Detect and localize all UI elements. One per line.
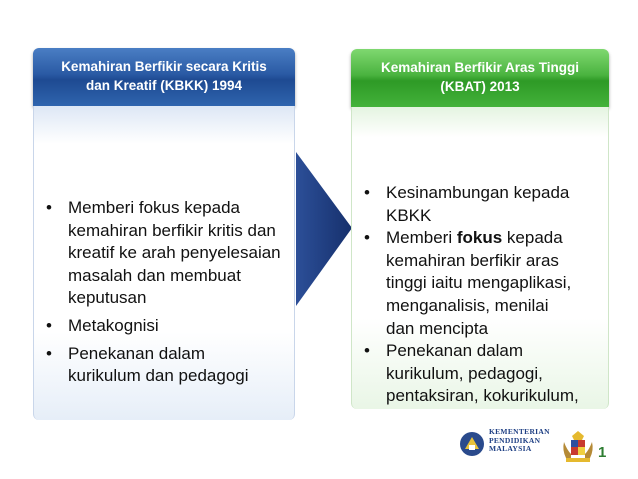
kbat-bullet-1-line: Kesinambungan kepada xyxy=(386,183,570,202)
kbat-header xyxy=(351,49,609,107)
kbat-bullet-2 xyxy=(360,227,602,340)
kbat-bullet-3-line: kurikulum, pedagogi, xyxy=(386,363,543,383)
kbkk-bullet-3-line: kurikulum dan pedagogi xyxy=(68,366,249,386)
kbat-bullet-3-line: Penekanan dalam xyxy=(386,341,524,361)
kbat-title-line2: (KBAT) 2013 xyxy=(440,79,520,94)
page-marker: 1 xyxy=(598,444,607,461)
kbkk-bullet-list xyxy=(42,197,288,388)
bullet-icon: • xyxy=(46,343,52,363)
kbkk-bullet-1-line: kemahiran berfikir kritis dan xyxy=(68,220,276,240)
kbat-bullet-2-line xyxy=(386,227,602,250)
kbat-panel xyxy=(351,49,609,409)
kbkk-panel xyxy=(33,48,295,420)
kbat-bullet-3 xyxy=(360,340,602,409)
kbkk-bullet-3-line: Penekanan dalam xyxy=(68,343,206,363)
kbat-bullet-2-line: tinggi iaitu mengaplikasi, xyxy=(386,273,572,293)
kbkk-bullet-1-line: kreatif ke arah penyelesaian xyxy=(68,243,281,263)
kbkk-title-line2: dan Kreatif (KBKK) 1994 xyxy=(85,78,243,93)
kbkk-bullet-3 xyxy=(42,343,288,388)
kbkk-header xyxy=(33,48,295,106)
kbkk-title-line1: Kemahiran Berfikir secara Kritis xyxy=(61,59,267,74)
ministry-emblem-icon xyxy=(458,430,486,458)
kbat-bullet-2-line: dan mencipta xyxy=(386,318,489,338)
ministry-line2: PENDIDIKAN xyxy=(489,435,541,445)
kbkk-bullet-1-line: Memberi fokus kepada xyxy=(68,198,240,217)
kbat-body xyxy=(351,107,609,409)
kbkk-bullet-1-line: masalah dan membuat xyxy=(68,265,241,285)
kbat-bullet-2-emphasis: fokus xyxy=(456,228,503,248)
kbat-bullet-2-text: kepada xyxy=(502,228,563,248)
ministry-logo xyxy=(458,418,608,470)
kbkk-bullet-1 xyxy=(42,197,288,310)
bullet-icon: • xyxy=(364,341,370,361)
kbat-bullet-list xyxy=(360,182,602,409)
kbat-bullet-1-line: KBKK xyxy=(386,205,432,225)
bullet-icon: • xyxy=(364,228,370,248)
kbat-bullet-3-line: pentaksiran, kokurikulum, xyxy=(386,386,579,406)
kbat-bullet-2-line: menganalisis, menilai xyxy=(386,295,549,315)
kbkk-body xyxy=(33,106,295,420)
kbkk-bullet-2-line: Metakognisi xyxy=(68,315,159,335)
coat-of-arms-icon xyxy=(558,428,598,468)
bullet-icon: • xyxy=(364,183,370,202)
ministry-wordmark xyxy=(489,428,550,454)
kbat-bullet-2-text: Memberi xyxy=(386,228,457,248)
kbat-bullet-3-line xyxy=(386,408,602,409)
transition-arrow-icon xyxy=(296,150,356,310)
ministry-line1: KEMENTERIAN xyxy=(489,427,550,436)
kbkk-bullet-2 xyxy=(42,315,288,338)
kbat-bullet-2-line: kemahiran berfikir aras xyxy=(386,250,559,270)
kbkk-bullet-1-line: keputusan xyxy=(68,288,147,308)
kbat-bullet-1 xyxy=(360,182,602,227)
ministry-line3: MALAYSIA xyxy=(489,444,532,453)
bullet-icon: • xyxy=(46,315,52,335)
kbat-title-line1: Kemahiran Berfikir Aras Tinggi xyxy=(380,60,580,75)
bullet-icon: • xyxy=(46,198,52,217)
